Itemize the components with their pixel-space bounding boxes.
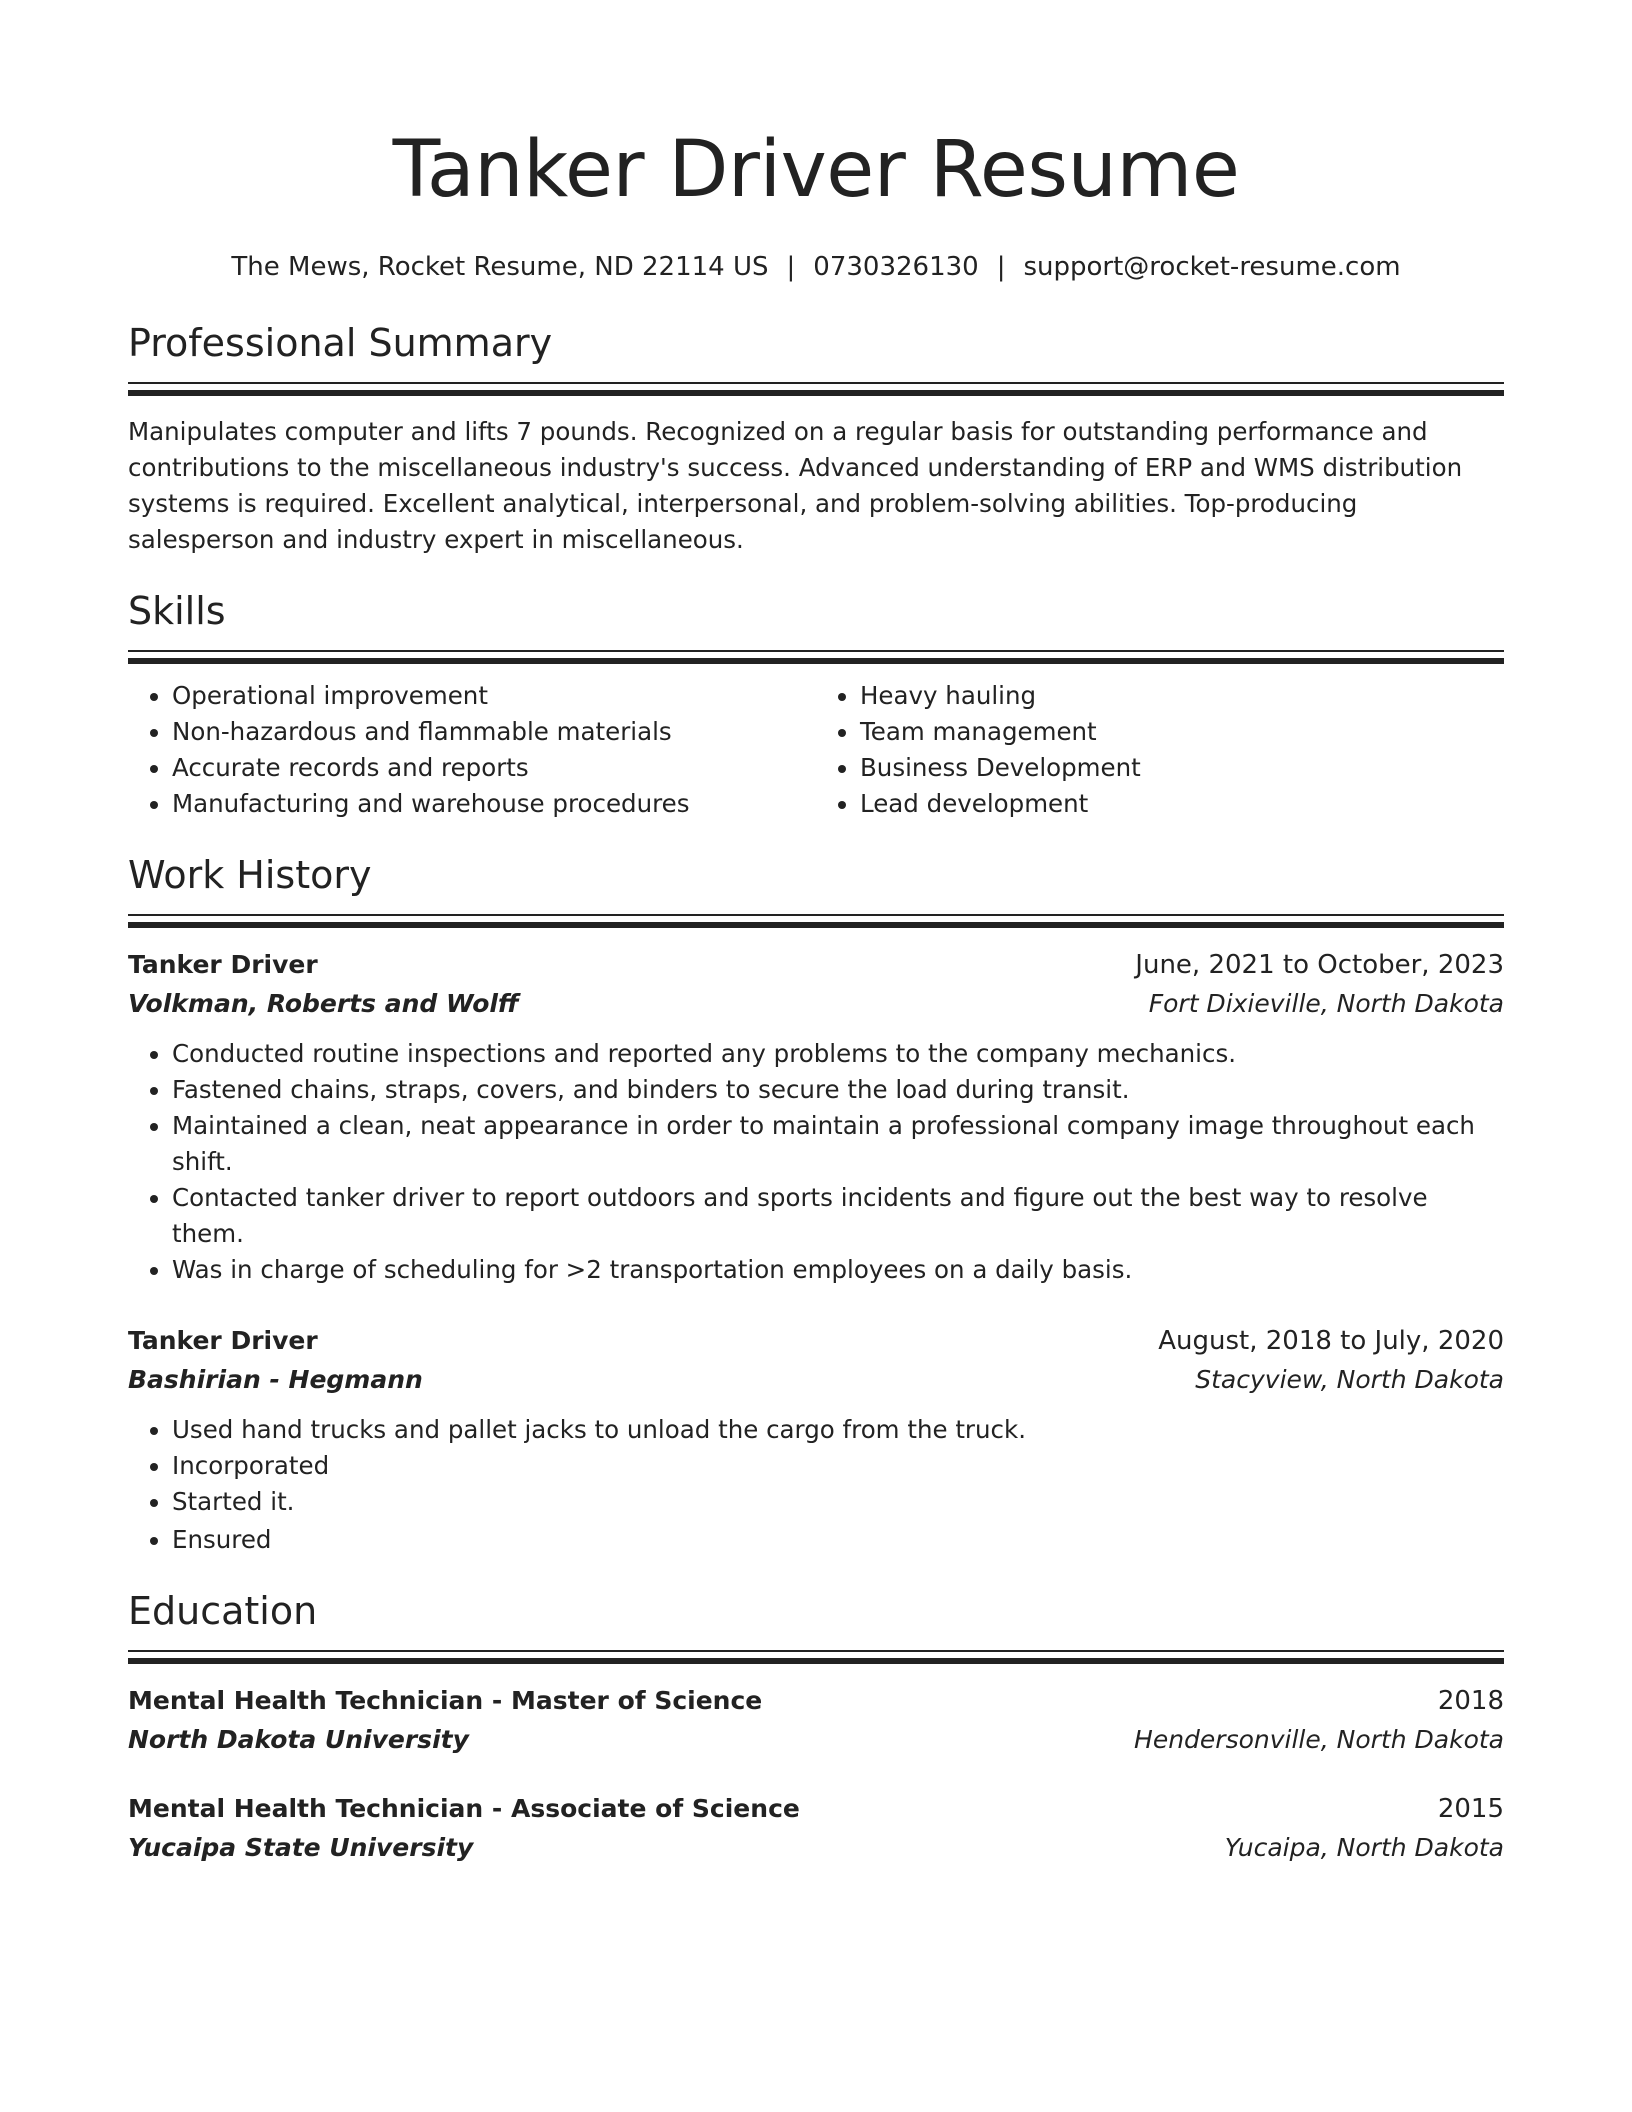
work-entry (128, 1322, 1504, 1558)
job-title: Tanker Driver (128, 1326, 318, 1355)
education-entry (128, 1790, 1504, 1868)
graduation-year: 2018 (1437, 1686, 1504, 1716)
skill-item: • Accurate records and reports (172, 750, 816, 786)
contact-email: support@rocket-resume.com (1023, 252, 1401, 282)
list-item: • Incorporated (172, 1448, 1504, 1484)
skill-item: • Business Development (860, 750, 1504, 786)
degree-title: Mental Health Technician - Master of Science (128, 1686, 763, 1715)
work-entry (128, 946, 1504, 1288)
school-name: Yucaipa State University (128, 1833, 474, 1862)
education-entry (128, 1682, 1504, 1760)
list-item: • Maintained a clean, neat appearance in order to maintain a professional company image throughout each shift. (172, 1108, 1504, 1180)
skills-section (128, 586, 1504, 822)
job-title: Tanker Driver (128, 950, 318, 979)
list-item: • Conducted routine inspections and reported any problems to the company mechanics. (172, 1036, 1504, 1072)
school-name: North Dakota University (128, 1725, 469, 1754)
skill-item: • Operational improvement (172, 678, 816, 714)
skill-item: • Manufacturing and warehouse procedures (172, 786, 816, 822)
list-item: • Started it. (172, 1484, 1504, 1520)
skill-item: • Non-hazardous and flammable materials (172, 714, 816, 750)
job-location: Fort Dixieville, North Dakota (1148, 989, 1504, 1018)
school-location: Hendersonville, North Dakota (1134, 1725, 1504, 1754)
company-name: Bashirian - Hegmann (128, 1365, 423, 1394)
section-heading-education: Education (128, 1589, 318, 1633)
work-history-section (128, 850, 1504, 1558)
job-dates: August, 2018 to July, 2020 (1158, 1326, 1504, 1356)
list-item: • Was in charge of scheduling for >2 transportation employees on a daily basis. (172, 1252, 1504, 1288)
summary-text: Manipulates computer and lifts 7 pounds. Recognized on a regular basis for outstanding performance and contributions to the miscellaneous industry's success. Advanced understanding of ERP and WMS distribution systems is required. Excellent analytical, interpersonal, and problem-solving abilities. Top-producing salesperson and industry expert in miscellaneous. (128, 417, 1463, 554)
list-item: • Ensured (172, 1522, 1504, 1558)
degree-title: Mental Health Technician - Associate of Science (128, 1794, 800, 1823)
job-dates: June, 2021 to October, 2023 (1135, 950, 1504, 980)
job-location: Stacyview, North Dakota (1195, 1365, 1504, 1394)
page-title: Tanker Driver Resume (392, 125, 1240, 215)
skills-columns (128, 678, 1504, 822)
education-section (128, 1586, 1504, 1868)
skills-list-right (816, 678, 1504, 822)
contact-separator: | (786, 252, 796, 282)
graduation-year: 2015 (1437, 1794, 1504, 1824)
list-item: • Fastened chains, straps, covers, and binders to secure the load during transit. (172, 1072, 1504, 1108)
section-divider (128, 382, 1504, 396)
list-item: • Contacted tanker driver to report outdoors and sports incidents and figure out the best way to resolve them. (172, 1180, 1504, 1252)
skill-item: • Heavy hauling (860, 678, 1504, 714)
school-location: Yucaipa, North Dakota (1224, 1833, 1504, 1862)
section-divider (128, 650, 1504, 664)
section-heading-skills: Skills (128, 589, 226, 633)
contact-address: The Mews, Rocket Resume, ND 22114 US (231, 252, 769, 282)
skills-list-left (128, 678, 816, 822)
contact-phone: 0730326130 (813, 252, 979, 282)
contact-separator: | (996, 252, 1006, 282)
skill-item: • Team management (860, 714, 1504, 750)
contact-line (128, 250, 1504, 284)
section-divider (128, 914, 1504, 928)
list-item: • Used hand trucks and pallet jacks to unload the cargo from the truck. (172, 1412, 1504, 1448)
section-heading-summary: Professional Summary (128, 321, 553, 365)
job-bullets (128, 1412, 1504, 1558)
section-heading-work: Work History (128, 853, 372, 897)
summary-section (128, 318, 1504, 558)
section-divider (128, 1650, 1504, 1664)
skill-item: • Lead development (860, 786, 1504, 822)
job-bullets (128, 1036, 1504, 1288)
company-name: Volkman, Roberts and Wolff (128, 989, 519, 1018)
